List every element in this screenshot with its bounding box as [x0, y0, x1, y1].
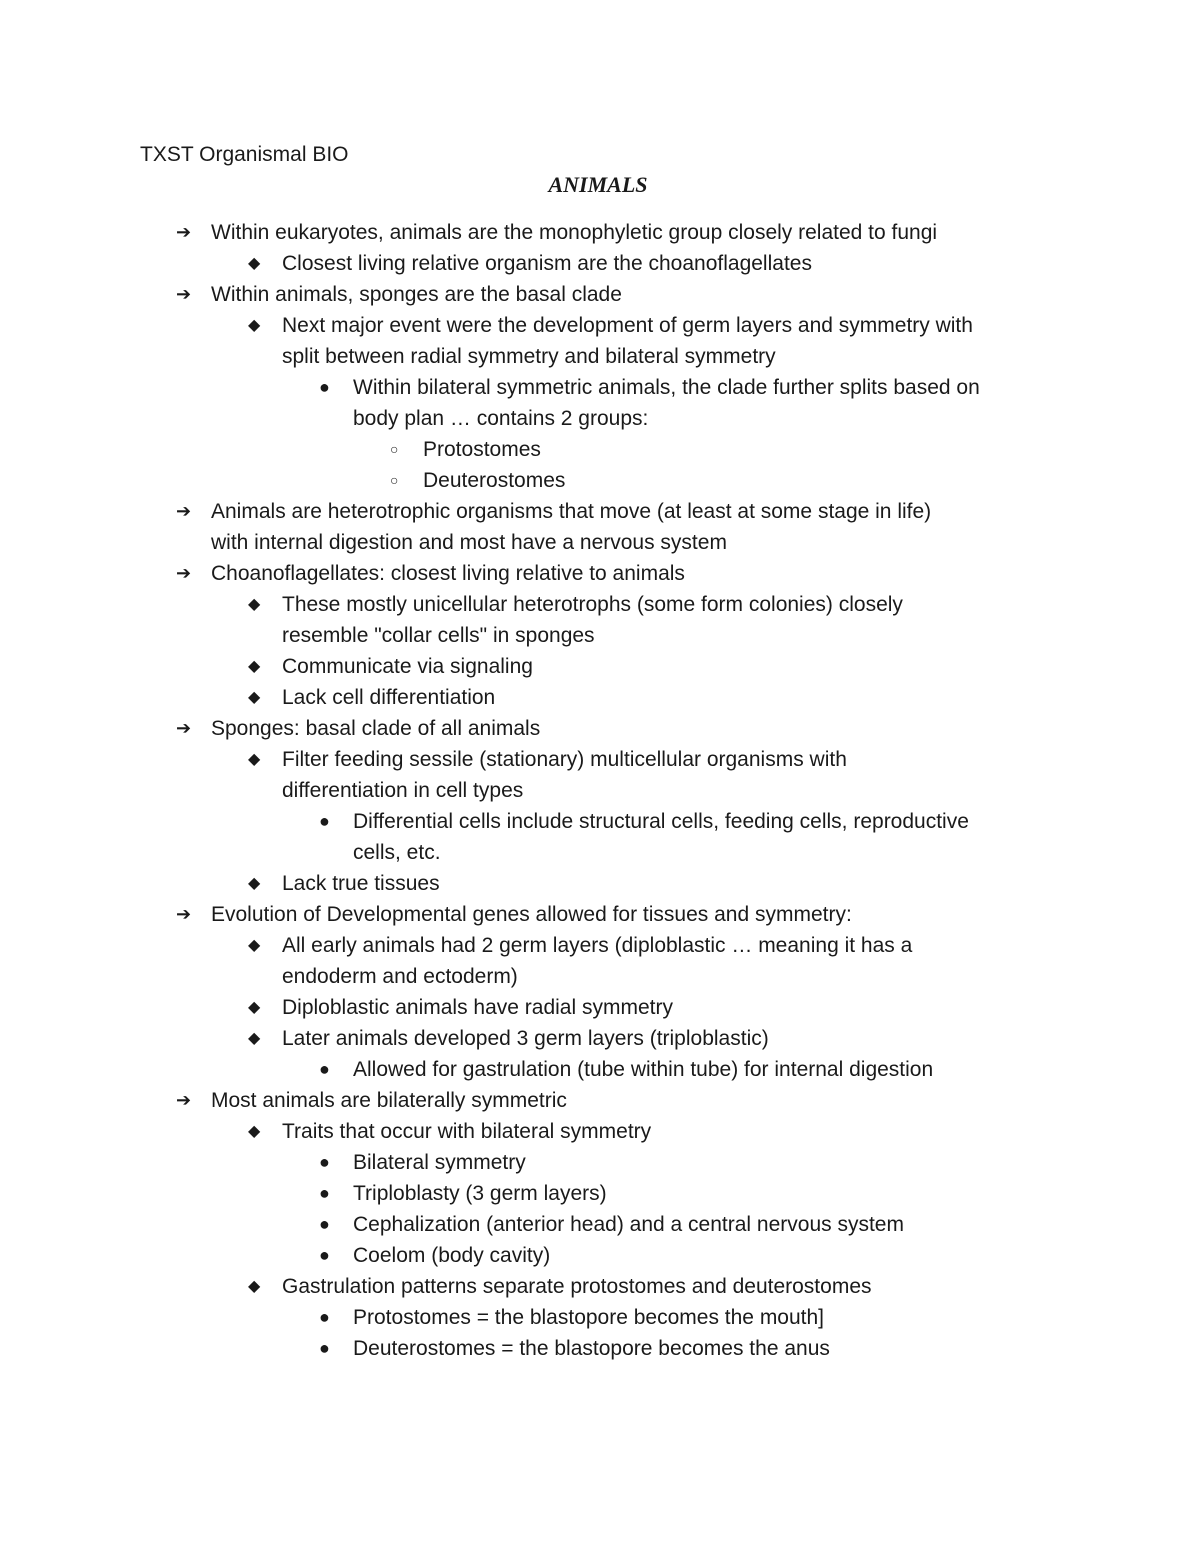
document-title: ANIMALS — [548, 172, 648, 197]
outline-item-level-3: Differential cells include structural cells, feeding cells, reproductive — [353, 810, 969, 833]
hollow-circle-bullet-icon: ○ — [390, 441, 399, 457]
diamond-bullet-icon: ◆ — [248, 999, 261, 1016]
outline-item-level-1: with internal digestion and most have a nervous system — [211, 531, 727, 554]
diamond-bullet-icon: ◆ — [248, 689, 261, 706]
outline-item-level-2: Filter feeding sessile (stationary) multicellular organisms with — [282, 748, 847, 771]
diamond-bullet-icon: ◆ — [248, 1123, 261, 1140]
outline-item-level-1: Most animals are bilaterally symmetric — [211, 1089, 567, 1112]
diamond-bullet-icon: ◆ — [248, 317, 261, 334]
outline-item-level-1: Sponges: basal clade of all animals — [211, 717, 541, 740]
outline-item-level-4: Protostomes — [423, 438, 541, 461]
round-bullet-icon: ● — [319, 1245, 330, 1265]
diamond-bullet-icon: ◆ — [248, 875, 261, 892]
outline-item-level-3: Triploblasty (3 germ layers) — [353, 1182, 607, 1205]
outline-item-level-3: cells, etc. — [353, 841, 441, 864]
diamond-bullet-icon: ◆ — [248, 1278, 261, 1295]
outline-item-level-3: Deuterostomes = the blastopore becomes the anus — [353, 1337, 830, 1360]
diamond-bullet-icon: ◆ — [248, 596, 261, 613]
outline-item-level-2: Diploblastic animals have radial symmetry — [282, 996, 673, 1019]
outline-item-level-3: Within bilateral symmetric animals, the clade further splits based on — [353, 376, 980, 399]
arrow-bullet-icon: ➔ — [176, 718, 192, 738]
outline-item-level-2: Communicate via signaling — [282, 655, 533, 678]
round-bullet-icon: ● — [319, 1152, 330, 1172]
arrow-bullet-icon: ➔ — [176, 904, 192, 924]
diamond-bullet-icon: ◆ — [248, 751, 261, 768]
outline-item-level-1: Within eukaryotes, animals are the monophyletic group closely related to fungi — [211, 221, 938, 244]
round-bullet-icon: ● — [319, 1214, 330, 1234]
outline-item-level-2: All early animals had 2 germ layers (diploblastic … meaning it has a — [282, 934, 913, 957]
outline-item-level-3: Protostomes = the blastopore becomes the mouth] — [353, 1306, 825, 1329]
outline-item-level-2: These mostly unicellular heterotrophs (some form colonies) closely — [282, 593, 903, 616]
outline-item-level-3: Allowed for gastrulation (tube within tube) for internal digestion — [353, 1058, 934, 1081]
outline-item-level-3: Coelom (body cavity) — [353, 1244, 551, 1267]
outline-item-level-1: Evolution of Developmental genes allowed for tissues and symmetry: — [211, 903, 852, 926]
outline-item-level-2: Closest living relative organism are the choanoflagellates — [282, 252, 812, 275]
round-bullet-icon: ● — [319, 811, 330, 831]
outline-item-level-2: Lack cell differentiation — [282, 686, 496, 709]
hollow-circle-bullet-icon: ○ — [390, 472, 399, 488]
outline-item-level-2: Later animals developed 3 germ layers (triploblastic) — [282, 1027, 769, 1050]
outline-item-level-3: Cephalization (anterior head) and a central nervous system — [353, 1213, 904, 1236]
outline-item-level-2: Gastrulation patterns separate protostomes and deuterostomes — [282, 1275, 872, 1298]
outline-item-level-2: Lack true tissues — [282, 872, 440, 895]
outline-item-level-1: Animals are heterotrophic organisms that move (at least at some stage in life) — [211, 500, 932, 523]
diamond-bullet-icon: ◆ — [248, 658, 261, 675]
diamond-bullet-icon: ◆ — [248, 1030, 261, 1047]
outline-item-level-1: Choanoflagellates: closest living relative to animals — [211, 562, 685, 585]
round-bullet-icon: ● — [319, 1059, 330, 1079]
round-bullet-icon: ● — [319, 1338, 330, 1358]
arrow-bullet-icon: ➔ — [176, 284, 192, 304]
outline-item-level-2: split between radial symmetry and bilateral symmetry — [282, 345, 776, 368]
round-bullet-icon: ● — [319, 1183, 330, 1203]
outline-item-level-2: endoderm and ectoderm) — [282, 965, 518, 988]
outline-item-level-1: Within animals, sponges are the basal clade — [211, 283, 622, 306]
outline-item-level-4: Deuterostomes — [423, 469, 566, 492]
outline-item-level-2: Traits that occur with bilateral symmetry — [282, 1120, 652, 1143]
round-bullet-icon: ● — [319, 1307, 330, 1327]
arrow-bullet-icon: ➔ — [176, 563, 192, 583]
arrow-bullet-icon: ➔ — [176, 222, 192, 242]
course-header: TXST Organismal BIO — [140, 143, 349, 166]
round-bullet-icon: ● — [319, 377, 330, 397]
diamond-bullet-icon: ◆ — [248, 255, 261, 272]
outline-item-level-2: differentiation in cell types — [282, 779, 524, 802]
outline-item-level-3: body plan … contains 2 groups: — [353, 407, 649, 430]
outline-item-level-2: resemble "collar cells" in sponges — [282, 624, 595, 647]
arrow-bullet-icon: ➔ — [176, 1090, 192, 1110]
outline-item-level-2: Next major event were the development of germ layers and symmetry with — [282, 314, 973, 337]
diamond-bullet-icon: ◆ — [248, 937, 261, 954]
arrow-bullet-icon: ➔ — [176, 501, 192, 521]
outline-item-level-3: Bilateral symmetry — [353, 1151, 526, 1174]
